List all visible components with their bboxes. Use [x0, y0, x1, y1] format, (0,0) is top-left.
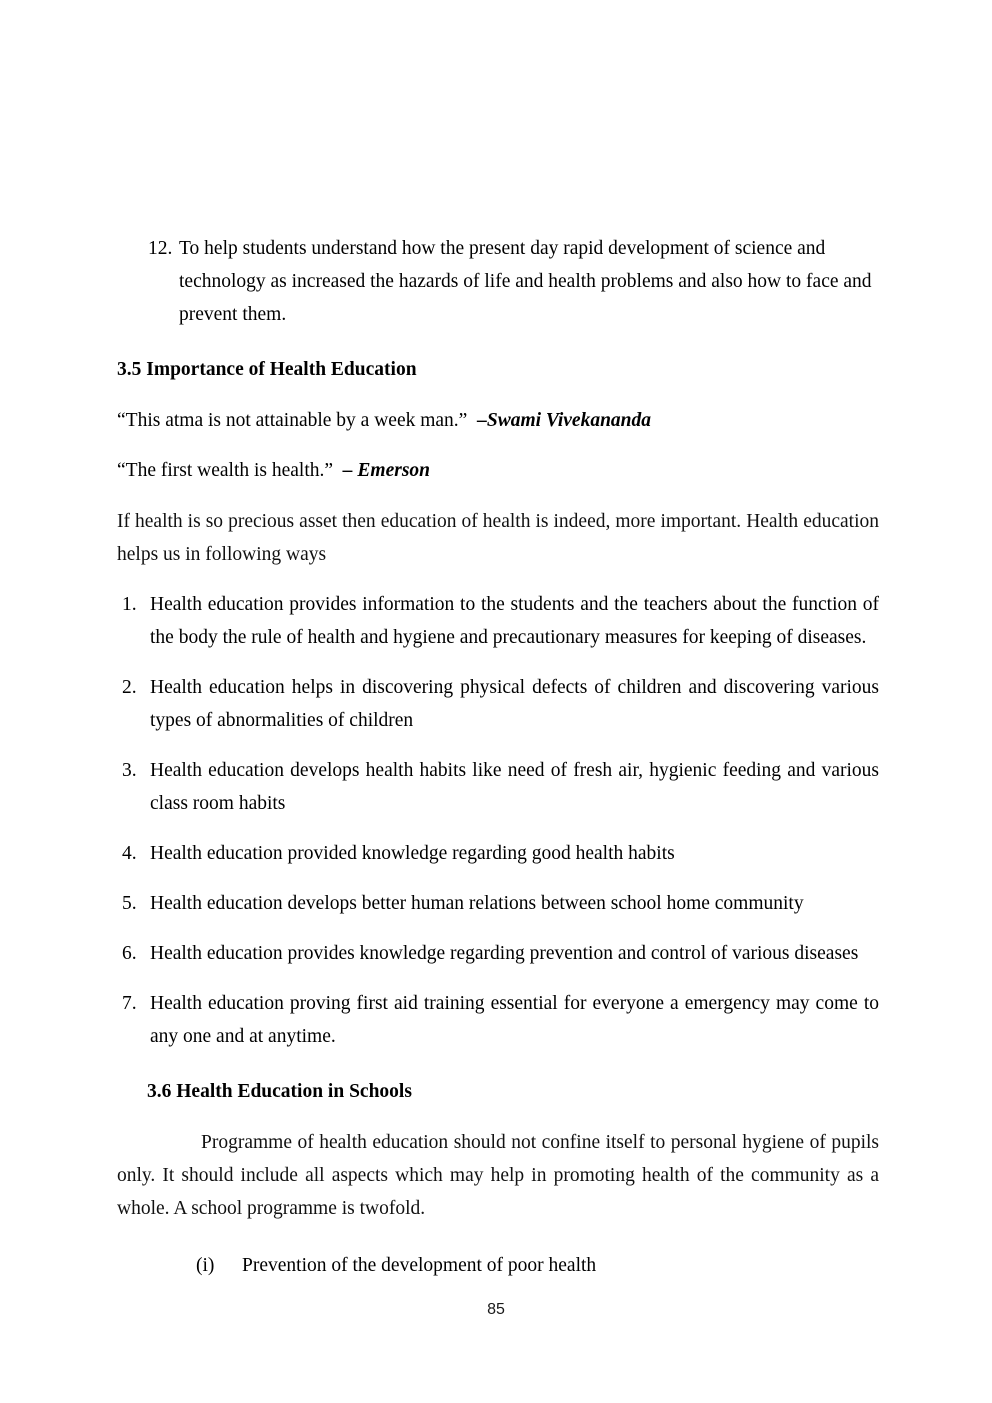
school-programme-sublist — [117, 1249, 879, 1282]
importance-list — [117, 588, 879, 1053]
quote-emerson — [117, 454, 879, 487]
list-item-number: 2. — [122, 677, 137, 698]
list-item — [117, 754, 879, 820]
list-item — [117, 588, 879, 654]
quote-vivekananda-attribution: –Swami Vivekananda — [477, 410, 652, 431]
list-item-number: 3. — [122, 760, 137, 781]
quote-vivekananda-text: “This atma is not attainable by a week man.” — [117, 410, 468, 431]
list-item-text: Health education provided knowledge regarding good health habits — [150, 843, 675, 864]
page-number: 85 — [487, 1301, 505, 1318]
list-item-text: Health education develops better human relations between school home community — [150, 893, 804, 914]
list-item-text: Health education develops health habits like need of fresh air, hygienic feeding and various class room habits — [150, 760, 879, 814]
list-item-text: Health education provides information to the students and the teachers about the function of the body the rule of health and hygiene and precautionary measures for keeping of diseases. — [150, 594, 879, 648]
list-item-number: 5. — [122, 893, 137, 914]
list-item — [117, 671, 879, 737]
list-item-12 — [117, 232, 879, 331]
list-item-number: 4. — [122, 843, 137, 864]
list-item — [117, 887, 879, 920]
intro-paragraph: If health is so precious asset then education of health is indeed, more important. Health education helps us in following ways — [117, 511, 879, 565]
quote-emerson-attribution: – Emerson — [342, 460, 431, 481]
section-3-6-paragraph: Programme of health education should not confine itself to personal hygiene of pupils only. It should include all aspects which may help in promoting health of the community as a whole. A school programme is twofold. — [117, 1132, 879, 1219]
section-heading-3-5: 3.5 Importance of Health Education — [117, 359, 417, 380]
list-item-12-marker: 12. — [148, 238, 173, 259]
quote-emerson-text: “The first wealth is health.” — [117, 460, 334, 481]
list-item-text: Health education provides knowledge regarding prevention and control of various diseases — [150, 943, 859, 964]
list-item-number: 7. — [122, 993, 137, 1014]
list-item-number: 6. — [122, 943, 137, 964]
list-item — [117, 837, 879, 870]
sublist-item-text: Prevention of the development of poor health — [242, 1255, 597, 1276]
list-item-text: Health education helps in discovering physical defects of children and discovering various types of abnormalities of children — [150, 677, 879, 731]
list-item-12-text: To help students understand how the present day rapid development of science and technology as increased the hazards of life and health problems and also how to face and prevent them. — [179, 238, 872, 325]
sublist-item-number: (i) — [196, 1255, 215, 1276]
list-item-text: Health education proving first aid training essential for everyone a emergency may come to any one and at anytime. — [150, 993, 879, 1047]
list-item — [117, 937, 879, 970]
list-item-number: 1. — [122, 594, 137, 615]
page-content — [117, 232, 879, 1282]
sublist-item — [117, 1249, 879, 1282]
quote-vivekananda — [117, 404, 879, 437]
section-heading-3-6: 3.6 Health Education in Schools — [147, 1081, 412, 1102]
list-item — [117, 987, 879, 1053]
